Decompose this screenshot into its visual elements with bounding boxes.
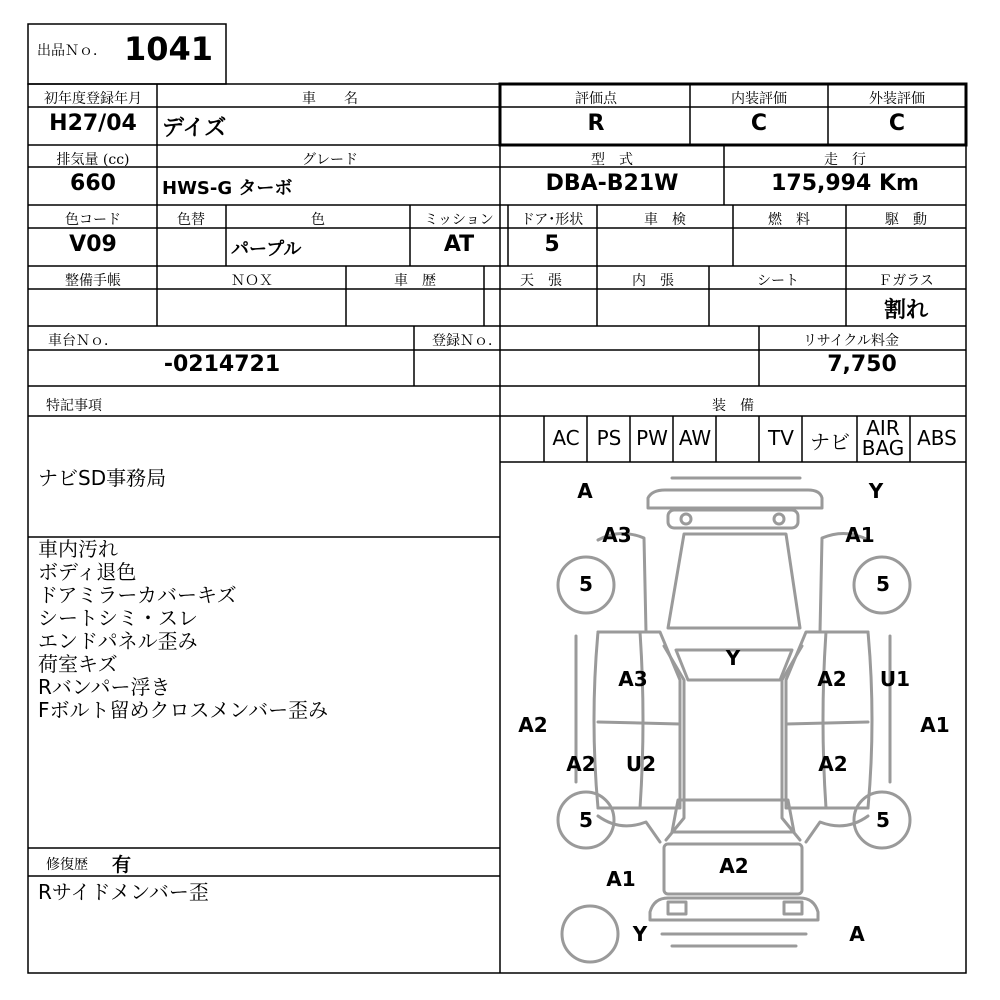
damage-mark: A2: [817, 667, 847, 691]
inspection-label: 車 検: [644, 212, 686, 228]
damage-mark: A1: [845, 523, 875, 547]
repair-value: 有: [112, 854, 132, 876]
seat-label: シート: [757, 273, 799, 289]
mission-value: AT: [443, 232, 475, 257]
remark-item: シートシミ・スレ: [38, 606, 198, 630]
interior-label: 内装評価: [731, 91, 787, 107]
remark-item: Fボルト留めクロスメンバー歪み: [38, 698, 329, 722]
fuel-label: 燃 料: [768, 212, 810, 228]
score-value: R: [587, 111, 605, 136]
color-code-value: V09: [69, 232, 117, 257]
equipment-airbag: AIR BAG: [861, 416, 905, 460]
grade-label: グレード: [302, 152, 358, 168]
damage-mark: U1: [879, 667, 911, 691]
recycle-label: リサイクル料金: [802, 333, 900, 349]
damage-mark: A3: [618, 667, 648, 691]
recycle-value: 7,750: [827, 352, 897, 377]
damage-mark: A2: [566, 752, 596, 776]
f-glass-value: 割れ: [883, 298, 929, 323]
nox-label: ＮＯＸ: [231, 273, 273, 289]
mileage-value: 175,994 Km: [771, 171, 919, 196]
damage-mark: Y: [868, 479, 884, 503]
color-label: 色: [311, 212, 325, 228]
interior-value: C: [750, 111, 768, 136]
car-name-label: 車 名: [302, 91, 358, 107]
equipment-ps: PS: [596, 426, 622, 450]
damage-mark: Y: [725, 646, 741, 670]
equipment-tv: TV: [768, 426, 794, 450]
registration-label: 登録Ｎｏ．: [432, 333, 502, 349]
remark-item: ドアミラーカバーキズ: [38, 583, 237, 607]
remark-item: Rバンパー浮き: [38, 675, 171, 699]
mission-label: ミッション: [424, 212, 494, 228]
first-reg-value: H27/04: [49, 111, 137, 136]
damage-mark: U2: [625, 752, 657, 776]
tire-tread-mark: 5: [876, 572, 890, 596]
damage-mark: Y: [632, 922, 648, 946]
remark-item: 車内汚れ: [38, 537, 118, 561]
damage-mark: A2: [719, 854, 749, 878]
displacement-value: 660: [70, 171, 116, 196]
maintenance-label: 整備手帳: [65, 273, 121, 289]
car-name-value: デイズ: [162, 116, 227, 141]
model-value: DBA-B21W: [545, 171, 679, 196]
color-value: パープル: [231, 239, 302, 260]
lot-label: 出品Ｎｏ．: [37, 43, 107, 59]
repair-label: 修復歴: [46, 857, 88, 873]
score-label: 評価点: [575, 91, 617, 107]
equipment-aw: AW: [678, 426, 712, 450]
sunroof-label: 天 張: [520, 273, 562, 289]
equipment-abs: ABS: [917, 426, 957, 450]
equipment-ac: AC: [552, 426, 580, 450]
damage-mark: A: [577, 479, 593, 503]
car-body-diagram: [500, 462, 966, 973]
chassis-label: 車台Ｎｏ．: [48, 333, 118, 349]
damage-mark: A: [849, 922, 865, 946]
damage-mark: A3: [602, 523, 632, 547]
doors-value: 5: [544, 232, 560, 257]
equipment-label: 装 備: [712, 398, 754, 414]
grade-value: HWS-G ターボ: [162, 178, 293, 199]
remarks-list: [38, 538, 328, 722]
equipment-navi: ナビ: [810, 430, 850, 454]
displacement-label: 排気量 (cc): [56, 152, 130, 168]
damage-mark: A2: [518, 713, 548, 737]
tire-tread-mark: 5: [579, 808, 593, 832]
model-label: 型 式: [591, 152, 633, 168]
tire-tread-mark: 5: [579, 572, 593, 596]
damage-mark: A1: [920, 713, 950, 737]
repair-detail: Rサイドメンバー歪: [38, 880, 209, 904]
color-code-label: 色コード: [65, 212, 121, 228]
f-glass-label: Ｆガラス: [878, 273, 934, 289]
remark-item: ボディ退色: [38, 560, 137, 584]
notes-label: 特記事項: [46, 398, 102, 414]
doors-label: ドア･形状: [520, 212, 584, 228]
remark-item: 荷室キズ: [38, 652, 118, 676]
equipment-pw: PW: [636, 426, 668, 450]
drive-label: 駆 動: [885, 212, 927, 228]
interior-trim-label: 内 張: [632, 273, 674, 289]
damage-mark: A2: [818, 752, 848, 776]
mileage-label: 走 行: [824, 152, 866, 168]
history-label: 車 歴: [394, 273, 436, 289]
chassis-value: -0214721: [163, 352, 281, 377]
damage-mark: A1: [606, 867, 636, 891]
tire-tread-mark: 5: [876, 808, 890, 832]
exterior-label: 外装評価: [869, 91, 925, 107]
first-reg-label: 初年度登録年月: [44, 91, 142, 107]
notes-top: ナビSD事務局: [38, 466, 167, 490]
exterior-value: C: [888, 111, 906, 136]
color-change-label: 色替: [177, 212, 205, 228]
lot-number: 1041: [124, 30, 214, 68]
remark-item: エンドパネル歪み: [38, 629, 198, 653]
